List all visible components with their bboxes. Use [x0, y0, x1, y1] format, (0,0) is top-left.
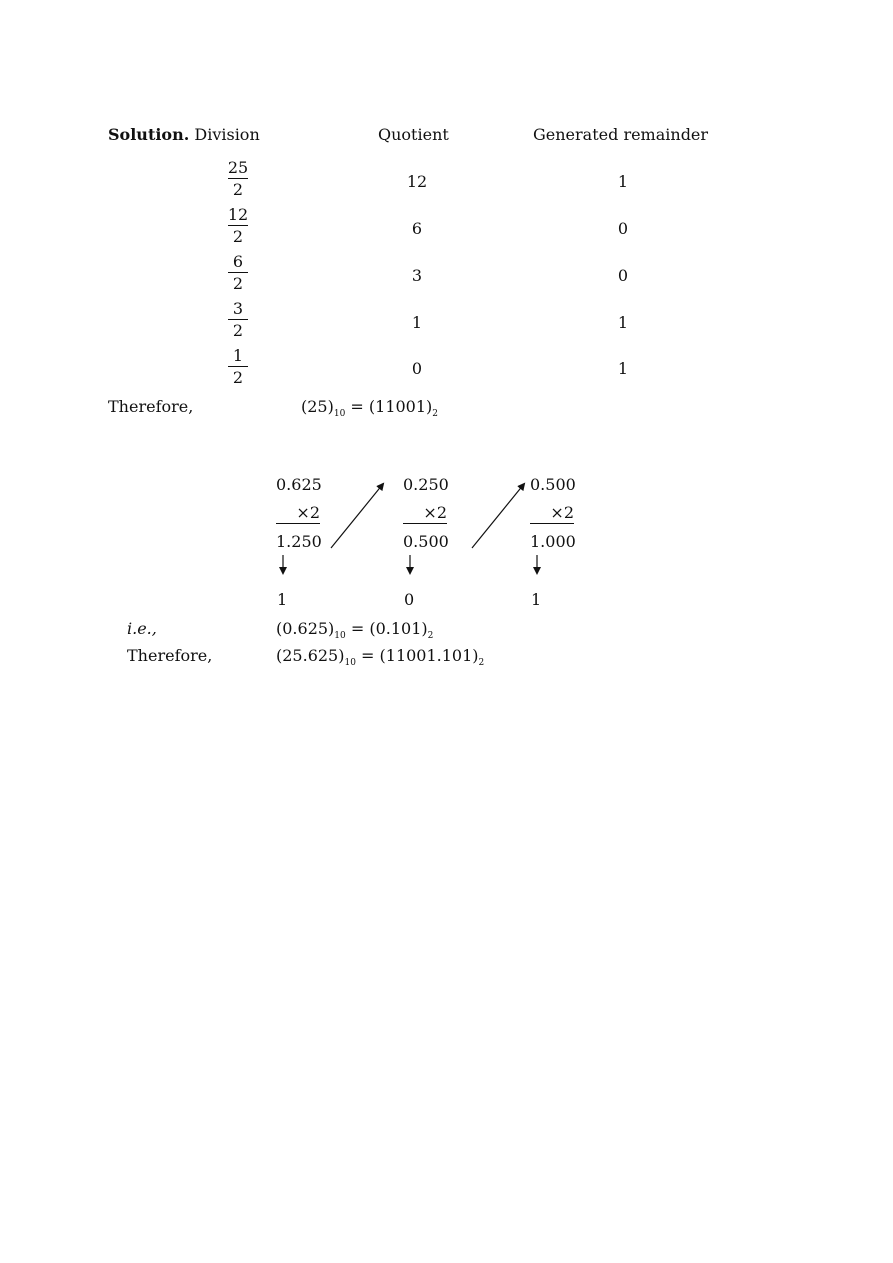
fraction-result-equation — [276, 619, 433, 639]
binary-digit: 0 — [404, 590, 415, 609]
step-value: 0.625 — [276, 475, 322, 494]
remainder-cell: 1 — [617, 359, 629, 378]
fraction-numerator: 25 — [227, 158, 249, 177]
quotient-cell: 3 — [411, 266, 423, 285]
quotient-cell: 0 — [411, 359, 423, 378]
fraction-bar — [228, 272, 248, 273]
rhs-base: 2 — [432, 409, 439, 419]
carry-arrow-icon — [472, 484, 524, 548]
quotient-cell: 1 — [411, 313, 423, 332]
fraction-numerator: 1 — [232, 346, 244, 365]
final-result-label: Therefore, — [127, 646, 213, 665]
fraction-denominator: 2 — [232, 321, 244, 340]
equals-sign: = — [350, 619, 365, 638]
solution-label: Solution. — [108, 125, 190, 144]
step-result: 1.000 — [530, 532, 576, 551]
step-factor: ×2 — [276, 503, 320, 524]
equals-sign: = — [350, 397, 364, 416]
binary-digit: 1 — [277, 590, 288, 609]
remainder-cell: 0 — [617, 266, 629, 285]
step-factor: ×2 — [403, 503, 447, 524]
fraction-numerator: 6 — [232, 252, 244, 271]
rhs-base: 2 — [427, 631, 434, 641]
division-fraction — [220, 159, 256, 199]
quotient-cell: 12 — [406, 172, 428, 191]
step-result: 0.500 — [403, 532, 449, 551]
integer-result-label: Therefore, — [108, 397, 194, 416]
table-header — [108, 125, 260, 145]
step-value: 0.250 — [403, 475, 449, 494]
division-header: Division — [194, 125, 260, 144]
equals-sign: = — [361, 646, 375, 665]
fraction-numerator: 3 — [232, 299, 244, 318]
quotient-cell: 6 — [411, 219, 423, 238]
rhs-base: 2 — [478, 658, 485, 668]
step-result: 1.250 — [276, 532, 322, 551]
equation-lhs: (25.625) — [276, 646, 345, 665]
equation-lhs: (25) — [301, 397, 334, 416]
final-result-equation — [276, 646, 484, 666]
integer-result-equation — [301, 397, 438, 417]
fraction-denominator: 2 — [232, 227, 244, 246]
division-fraction — [220, 253, 256, 293]
step-factor: ×2 — [530, 503, 574, 524]
equation-rhs: (11001) — [368, 397, 433, 416]
lhs-base: 10 — [344, 658, 356, 668]
lhs-base: 10 — [333, 409, 346, 419]
binary-digit: 1 — [531, 590, 542, 609]
remainder-cell: 1 — [617, 172, 629, 191]
division-fraction — [220, 300, 256, 340]
fraction-denominator: 2 — [232, 180, 244, 199]
division-fraction — [220, 206, 256, 246]
fraction-bar — [228, 366, 248, 367]
step-value: 0.500 — [530, 475, 576, 494]
carry-arrow-icon — [331, 484, 383, 548]
equation-rhs: (0.101) — [369, 619, 428, 638]
lhs-base: 10 — [334, 631, 346, 641]
remainder-cell: 0 — [617, 219, 629, 238]
quotient-header: Quotient — [378, 125, 449, 144]
fraction-bar — [228, 319, 248, 320]
remainder-header: Generated remainder — [533, 125, 709, 144]
remainder-cell: 1 — [617, 313, 629, 332]
fraction-bar — [228, 225, 248, 226]
fraction-numerator: 12 — [227, 205, 249, 224]
fraction-denominator: 2 — [232, 274, 244, 293]
fraction-bar — [228, 178, 248, 179]
equation-lhs: (0.625) — [276, 619, 335, 638]
equation-rhs: (11001.101) — [379, 646, 479, 665]
division-fraction — [220, 347, 256, 387]
fraction-result-label: i.e., — [127, 619, 157, 638]
fraction-denominator: 2 — [232, 368, 244, 387]
